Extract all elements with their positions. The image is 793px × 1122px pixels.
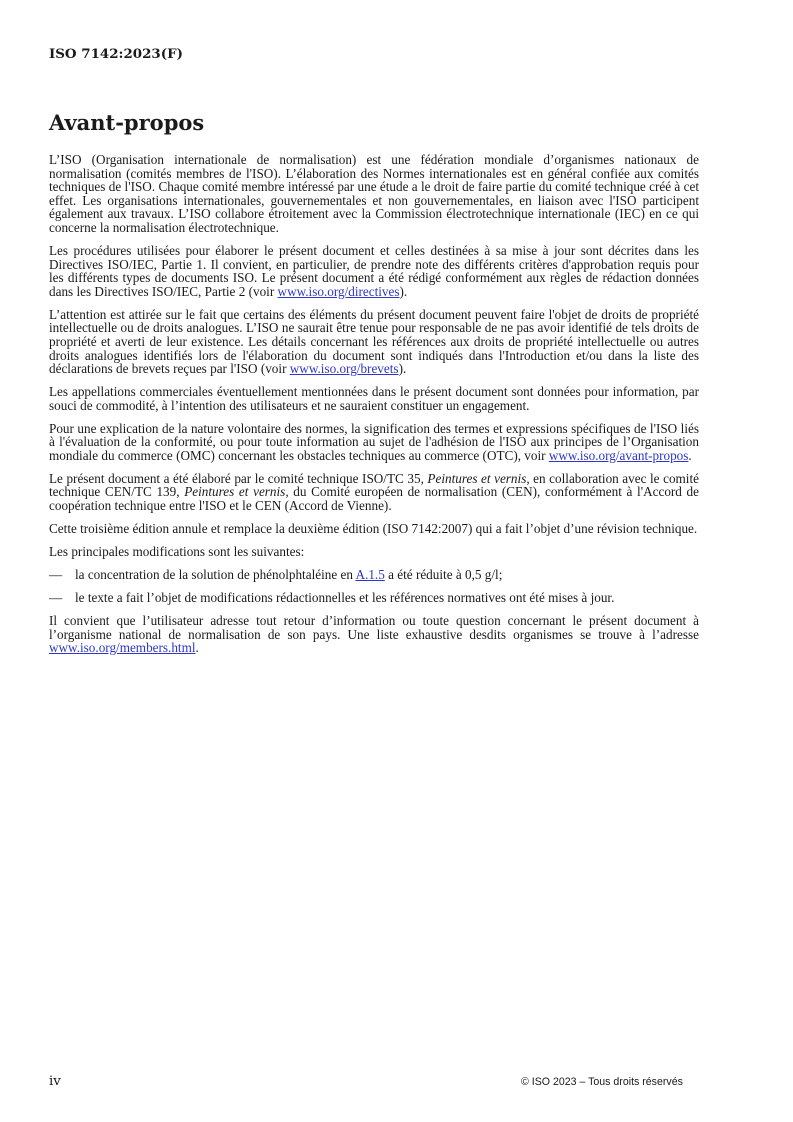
paragraph-feedback-end: . <box>195 640 199 656</box>
committee-title-iso: Peintures et vernis <box>427 470 527 486</box>
list-item <box>49 568 699 582</box>
list-item-2-text: le texte a fait l’objet de modifications rédactionnelles et les références normatives ont été mises à jour. <box>75 589 615 605</box>
committee-title-cen: Peintures et vernis, <box>184 484 289 500</box>
list-dash: — <box>49 566 63 582</box>
paragraph-procedures-end: ). <box>399 283 408 299</box>
page-title: Avant-propos <box>49 110 205 135</box>
committee-text-e: du Comité européen de normalisation (CEN), conformément à l'Accord de coopération technique entre l'ISO et le CEN (Accord de Vienne). <box>49 484 699 514</box>
link-brevets[interactable]: www.iso.org/brevets <box>289 361 399 377</box>
document-id-header: ISO 7142:2023(F) <box>49 46 183 62</box>
committee-text-c: , en collaboration avec le comité technique CEN/TC 139, <box>49 470 699 500</box>
paragraph-committee <box>49 472 699 513</box>
list-item-1-text-b: a été réduite à 0,5 g/l; <box>384 566 503 582</box>
paragraph-patents-text: L’attention est attirée sur le fait que certains des éléments du présent document peuvent faire l'objet de droits de propriété intellectuelle ou de droits analogues. L’ISO ne saurait être tenue pour responsable de ne pas avoir identifié de tels droits de propriété et averti de leur existence. Les détails concernant les références aux droits de propriété intellectuelle ou autres droits analogues identifiés lors de l'élaboration du document sont indiqués dans l'Introduction et/ou dans la liste des déclarations de brevets reçues par l'ISO (voir <box>49 306 699 377</box>
paragraph-iso-intro: L’ISO (Organisation internationale de normalisation) est une fédération mondiale d’organismes nationaux de normalisation (comités membres de l'ISO). L’élaboration des Normes internationales est en général confiée aux comités techniques de l'ISO. Chaque comité membre intéressé par une étude a le droit de faire partie du comité technique créé à cet effet. Les organisations internationales, gouvernementales et non gouvernementales, en liaison avec l'ISO participent également aux travaux. L’ISO collabore étroitement avec la Commission électrotechnique internationale (IEC) en ce qui concerne la normalisation électrotechnique. <box>49 152 699 235</box>
paragraph-edition: Cette troisième édition annule et remplace la deuxième édition (ISO 7142:2007) qui a fait l’objet d’une révision technique. <box>49 521 698 536</box>
list-dash: — <box>49 589 63 605</box>
list-item-text <box>75 568 699 582</box>
paragraph-voluntary-end: . <box>688 447 692 463</box>
paragraph-procedures <box>49 244 699 298</box>
foreword-body <box>49 153 699 664</box>
list-item <box>49 591 699 605</box>
paragraph-feedback <box>49 614 699 655</box>
copyright-notice: © ISO 2023 – Tous droits réservés <box>521 1076 683 1088</box>
link-members[interactable]: www.iso.org/members.html <box>49 640 196 656</box>
paragraph-voluntary-nature <box>49 422 699 463</box>
committee-text-a: Le présent document a été élaboré par le comité technique ISO/TC 35, <box>49 470 428 486</box>
link-avant-propos[interactable]: www.iso.org/avant-propos <box>548 447 689 463</box>
list-item-1-text-a: la concentration de la solution de phénolphtaléine en <box>75 566 356 582</box>
paragraph-changes-intro: Les principales modifications sont les suivantes: <box>49 543 305 559</box>
link-a-1-5[interactable]: A.1.5 <box>355 566 385 582</box>
paragraph-patents-end: ). <box>398 361 407 377</box>
paragraph-trade-names: Les appellations commerciales éventuellement mentionnées dans le présent document sont données pour information, par souci de commodité, à l’intention des utilisateurs et ne sauraient constituer un engagement. <box>49 384 699 413</box>
paragraph-procedures-text: Les procédures utilisées pour élaborer le présent document et celles destinées à sa mise à jour sont décrites dans les Directives ISO/IEC, Partie 1. Il convient, en particulier, de prendre note des différents critères d'approbation requis pour les différents types de documents ISO. Le présent document a été rédigé conformément aux règles de rédaction données dans les Directives ISO/IEC, Partie 2 (voir <box>49 242 699 299</box>
page-number: iv <box>49 1074 61 1089</box>
paragraph-patents <box>49 308 699 376</box>
paragraph-voluntary-text: Pour une explication de la nature volontaire des normes, la signification des termes et expressions spécifiques de l'ISO liés à l'évaluation de la conformité, ou pour toute information au sujet de l'adhésion de l'ISO aux principes de l’Organisation mondiale du commerce (OMC) concernant les obstacles techniques au commerce (OTC), voir <box>49 420 699 463</box>
paragraph-feedback-text: Il convient que l’utilisateur adresse tout retour d’information ou toute question concernant le présent document à l’organisme national de normalisation de son pays. Une liste exhaustive desdits organismes se trouve à l’adresse <box>49 612 699 642</box>
link-directives[interactable]: www.iso.org/directives <box>277 283 400 299</box>
